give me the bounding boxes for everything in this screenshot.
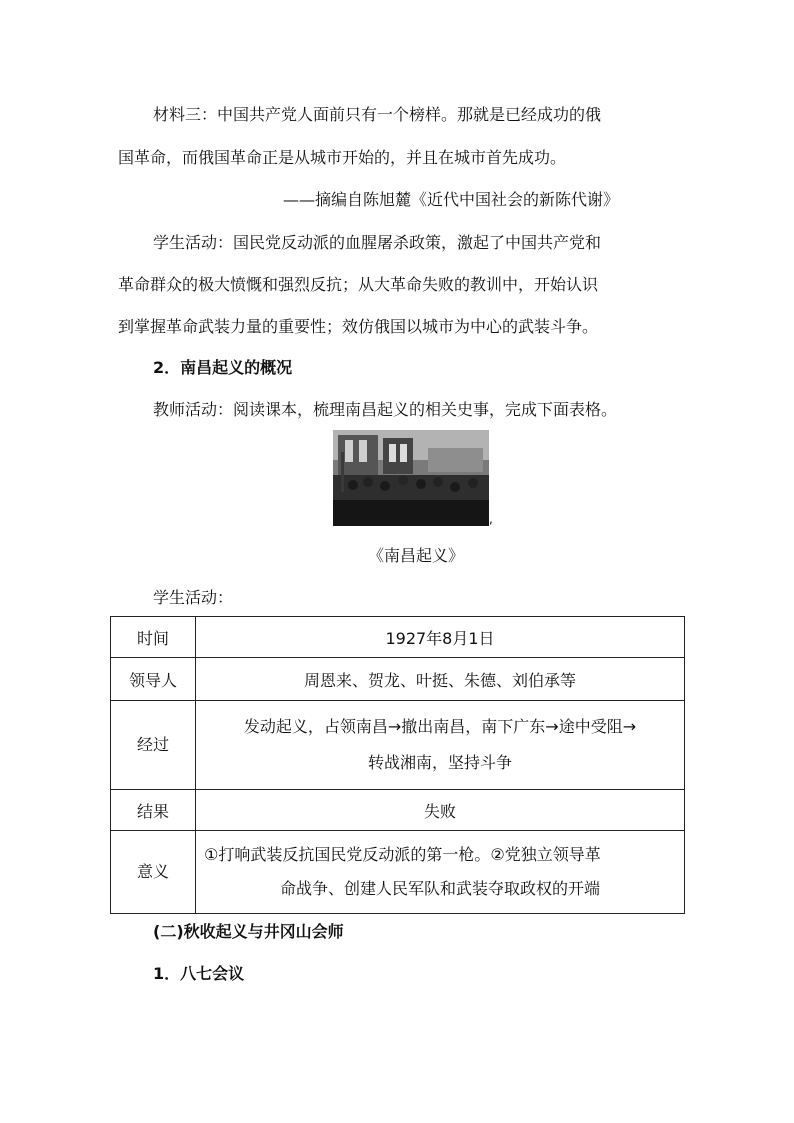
subsection-heading-87: 1．八七会议 bbox=[153, 964, 245, 983]
table-row bbox=[111, 831, 685, 914]
teacher-activity: 教师活动：阅读课本，梳理南昌起义的相关史事，完成下面表格。 bbox=[153, 400, 618, 419]
table-row bbox=[111, 701, 685, 790]
row-label: 领导人 bbox=[111, 658, 196, 701]
row-value: 1927年8月1日 bbox=[196, 617, 685, 658]
row-value bbox=[196, 831, 685, 914]
row-label: 时间 bbox=[111, 617, 196, 658]
row-value: 周恩来、贺龙、叶挺、朱德、刘伯承等 bbox=[196, 658, 685, 701]
table-row bbox=[111, 617, 685, 658]
material3-line1: 材料三：中国共产党人面前只有一个榜样。那就是已经成功的俄 bbox=[153, 105, 602, 124]
figure-caption: 《南昌起义》 bbox=[368, 546, 465, 565]
row-label: 经过 bbox=[111, 701, 196, 790]
table-row bbox=[111, 658, 685, 701]
section-heading-autumn: (二)秋收起义与井冈山会师 bbox=[153, 922, 344, 941]
section-heading-nanchang: 2．南昌起义的概况 bbox=[153, 358, 293, 377]
row-value bbox=[196, 701, 685, 790]
row-value-line2: 命战争、创建人民军队和武装夺取政权的开端 bbox=[279, 879, 600, 898]
nanchang-uprising-table bbox=[110, 616, 685, 914]
row-label: 结果 bbox=[111, 790, 196, 831]
student-activity-2: 学生活动： bbox=[153, 588, 234, 607]
row-value: 失败 bbox=[196, 790, 685, 831]
nanchang-uprising-photo bbox=[333, 430, 489, 526]
figure-comma: , bbox=[489, 512, 493, 526]
material3-source: ——摘编自陈旭麓《近代中国社会的新陈代谢》 bbox=[283, 190, 620, 209]
table-row bbox=[111, 790, 685, 831]
row-value-line1: ①打响武装反抗国民党反动派的第一枪。②党独立领导革 bbox=[204, 845, 601, 864]
row-value-line2: 转战湘南，坚持斗争 bbox=[367, 753, 512, 772]
row-label: 意义 bbox=[111, 831, 196, 914]
student-activity-line1: 学生活动：国民党反动派的血腥屠杀政策，激起了中国共产党和 bbox=[153, 233, 602, 252]
student-activity-line2: 革命群众的极大愤慨和强烈反抗；从大革命失败的教训中，开始认识 bbox=[118, 275, 599, 294]
student-activity-line3: 到掌握革命武装力量的重要性；效仿俄国以城市为中心的武装斗争。 bbox=[118, 317, 599, 336]
row-value-line1: 发动起义，占领南昌→撤出南昌，南下广东→途中受阻→ bbox=[243, 717, 637, 736]
material3-line2: 国革命，而俄国革命正是从城市开始的，并且在城市首先成功。 bbox=[118, 148, 567, 167]
